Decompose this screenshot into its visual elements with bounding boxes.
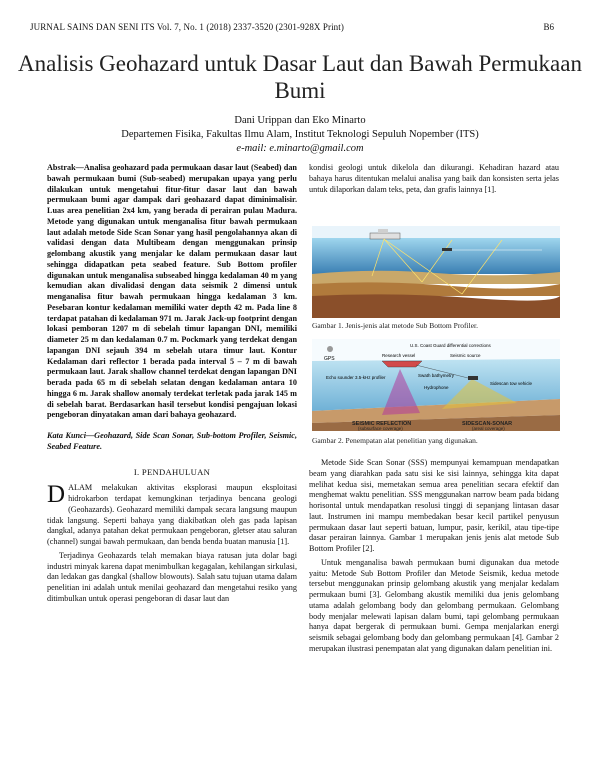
fig2-tow-vehicle	[468, 376, 478, 380]
section-heading-pendahuluan: I. PENDAHULUAN	[133, 466, 211, 477]
fig2-label-reflection: SEISMIC REFLECTION	[352, 421, 412, 427]
ship-cabin	[378, 229, 388, 233]
fig2-vessel	[382, 361, 422, 367]
figure-1-sub-bottom-profiler	[312, 226, 560, 318]
figure-2-caption: Gambar 2. Penempatan alat penelitian yang digunakan.	[312, 436, 478, 445]
keywords: Kata Kunci—Geohazard, Side Scan Sonar, Sub-bottom Profiler, Seismic, Seabed Feature.	[47, 431, 297, 451]
left-column	[47, 163, 297, 608]
paper-title: Analisis Geohazard untuk Dasar Laut dan Bawah Permukaan Bumi	[18, 51, 582, 103]
intro-paragraph-1-text: ALAM melakukan aktivitas eksplorasi maupun eksploitasi hidrokarbon terdapat kemungkinan terjadinya bencana geologi (Geohazards). Geohazard memiliki dampak secara langsung maupun tidak langsung. Seperti bahaya yang diakibatkan oleh gas pada lapisan dangkal, adanya patahan dekat permukaan pengeboran, gletser atau saluran (channel) sungai bawah permukaan, dan benda benda buatan manusia [1].	[47, 483, 297, 546]
sea-water	[312, 238, 560, 274]
email: e-mail: e.minarto@gmail.com	[236, 143, 364, 154]
fig2-label-gps: GPS	[324, 356, 335, 362]
fig2-label-sidescan: SIDESCAN-SONAR	[462, 421, 513, 427]
author-block	[0, 114, 600, 156]
intro-paragraph-2: Terjadinya Geohazards telah memakan biaya ratusan juta dolar bagi industri minyak karena dapat menimbulkan kegagalan, kehilangan sirkulasi, dan ledakan gas dangkal (shallow blowouts). Salah satu tujuan utama dalam penelitian ini adalah untuk menilai geohazard dan mengetahui resiko yang ditimbulkan untuk operasi pengeboran di dasar laut dan	[47, 550, 297, 603]
fig2-label-echo: Echo sounder 3.5-kHz profiler	[326, 375, 386, 380]
journal-header: JURNAL SAINS DAN SENI ITS Vol. 7, No. 1 (2018) 2337-3520 (2301-928X Print)	[30, 22, 344, 32]
authors: Dani Urippan dan Eko Minarto	[234, 115, 366, 126]
right-column-bottom	[309, 458, 559, 658]
fig2-label-hydrophone: Hydrophone	[424, 385, 449, 390]
intro-paragraph-1	[47, 483, 297, 548]
sediment-layer	[312, 282, 560, 296]
fig2-label-sidescan-tow: Sidescan tow vehicle	[490, 381, 533, 386]
figure-2-survey-setup	[312, 339, 560, 431]
fig2-label-vessel: Research vessel	[382, 353, 416, 358]
fig2-label-seismic-source: Seismic source	[450, 353, 481, 358]
drop-cap: D	[47, 481, 66, 509]
bedrock-layer	[312, 294, 560, 318]
fig2-label-swath: Swath bathymetry	[418, 373, 455, 378]
ship	[370, 233, 400, 239]
fig2-label-reflection-sub: (subsurface coverage)	[358, 426, 403, 431]
fig2-label-sidescan-sub: (areal coverage)	[472, 426, 505, 431]
fig2-label-coast-guard: U.S. Coast Guard differential corrections	[410, 343, 491, 348]
right-paragraph-0: kondisi geologi untuk dikelola dan dikurangi. Kehadiran hazard atau bahaya harus ditentukan melalui analisa yang baik dan konsisten serta jelas untuk dilaporkan dalam teks, peta, dan grafis lainnya [1].	[309, 163, 559, 194]
right-paragraph-1: Metode Side Scan Sonar (SSS) mempunyai kemampuan mendapatkan beam yang diarahkan pada satu sisi ke sisi lainnya, sehingga kita dapat melihat kedua sisi, memetakan semua area penelitian secara efektif dan menghemat waktu penelitian. SSS menggunakan narrow beam pada bidang horisontal untuk mendapatkan resolusi tinggi di sepanjang lintasan dasar laut. Instrumen ini mampu membedakan besar kecil partikel penyusun permukaan dasar laut seperti batuan, lumpur, pasir, kerikil, atau tipe-tipe dasar perairan lainnya. Gambar 1 merupakan jenis jenis alat metode Sub Bottom Profiler [2].	[309, 458, 559, 553]
right-paragraph-2: Untuk menganalisa bawah permukaan bumi digunakan dua metode yaitu: Metode Sub Bottom Profiler dan Metode Seismik, kedua metode tersebut menggunakan prinsip gelombang akustik yang menjalar kedalam permukaan bumi [3]. Gelombang akustik memiliki dua jenis gelombang utama adalah gelombang body dan gelombang permukaan. Gelombang body menjalar melewati lapisan dalam bumi, tapi gelombang permukaan hanya dapat bergerak di permukaan bumi. Gempa menjalarkan energi seismik sebagai gelombang body dan gelombang permukaan [4]. Gambar 2 merupakan ilustrasi penempatan alat yang digunakan dalam penelitian ini.	[309, 557, 559, 653]
page-number: B6	[543, 22, 554, 32]
sky	[312, 226, 560, 238]
fig2-gps-satellite	[327, 346, 333, 352]
abstract: Abstrak—Analisa geohazard pada permukaan dasar laut (Seabed) dan bawah permukaan bumi (Sub-seabed) merupakan upaya yang perlu dilakukan untuk mengetahui fitur-fitur dasar laut dan bawah permukaan bumi agar dampak dari geohazard dapat diminimalisir. Luas area penelitian 2x4 km, yang berada di perairan pulau Madura. Metode yang digunakan untuk menganalisa fitur bawah permukaan laut adalah metode Side Scan Sonar yang hasil pengolahannya akan di validasi dengan data Multibeam dengan menggunakan prinsip gelombang akustik yang menjalar ke dalam permukaan dasar laut sehingga didapatkan peta seabed feature. Sub Bottom profiler digunakan untuk menganalisa subseabed hingga kedalaman 40 m yang kemudian akan divalidasi dengan data seismik 2 dimensi untuk menganalisa fitur bawah permukaan hingga kedalaman 3 km. Pesebaran kontur kedalaman memiliki water depth 42 m. Pada line 8 terdapat patahan di kedalaman 971 m. Jarak Jack-up footprint dengan lokasi pemboran 1207 m di sebelah timur lapangan DNI, memiliki diameter 25 m dan kedalaman 0.7 m. Pockmark yang terdekat dengan lapangan DNI sejauh 394 m sebelah utara timur laut. Kontur Kedalaman dari reflector 1 berada pada interval 5 – 7 m di bawah permukaan laut. Jarak shallow channel terdekat dengan lapangan DNI berada pada 65 m di sebelah selatan dengan kedalaman antara 10 hingga 6 m. Jarak shallow anomaly terdekat terletak pada jarak 145 m di sebelah barat. Berdasarkan hasil tersebut kondisi pengajuan lokasi pengeboran dinyatakan aman dari bahaya geohazard.	[47, 163, 297, 420]
figure-1-caption: Gambar 1. Jenis-jenis alat metode Sub Bottom Profiler.	[312, 321, 479, 330]
towfish	[442, 248, 452, 251]
affiliation: Departemen Fisika, Fakultas Ilmu Alam, Institut Teknologi Sepuluh Nopember (ITS)	[121, 129, 479, 140]
right-column-top	[309, 163, 559, 198]
